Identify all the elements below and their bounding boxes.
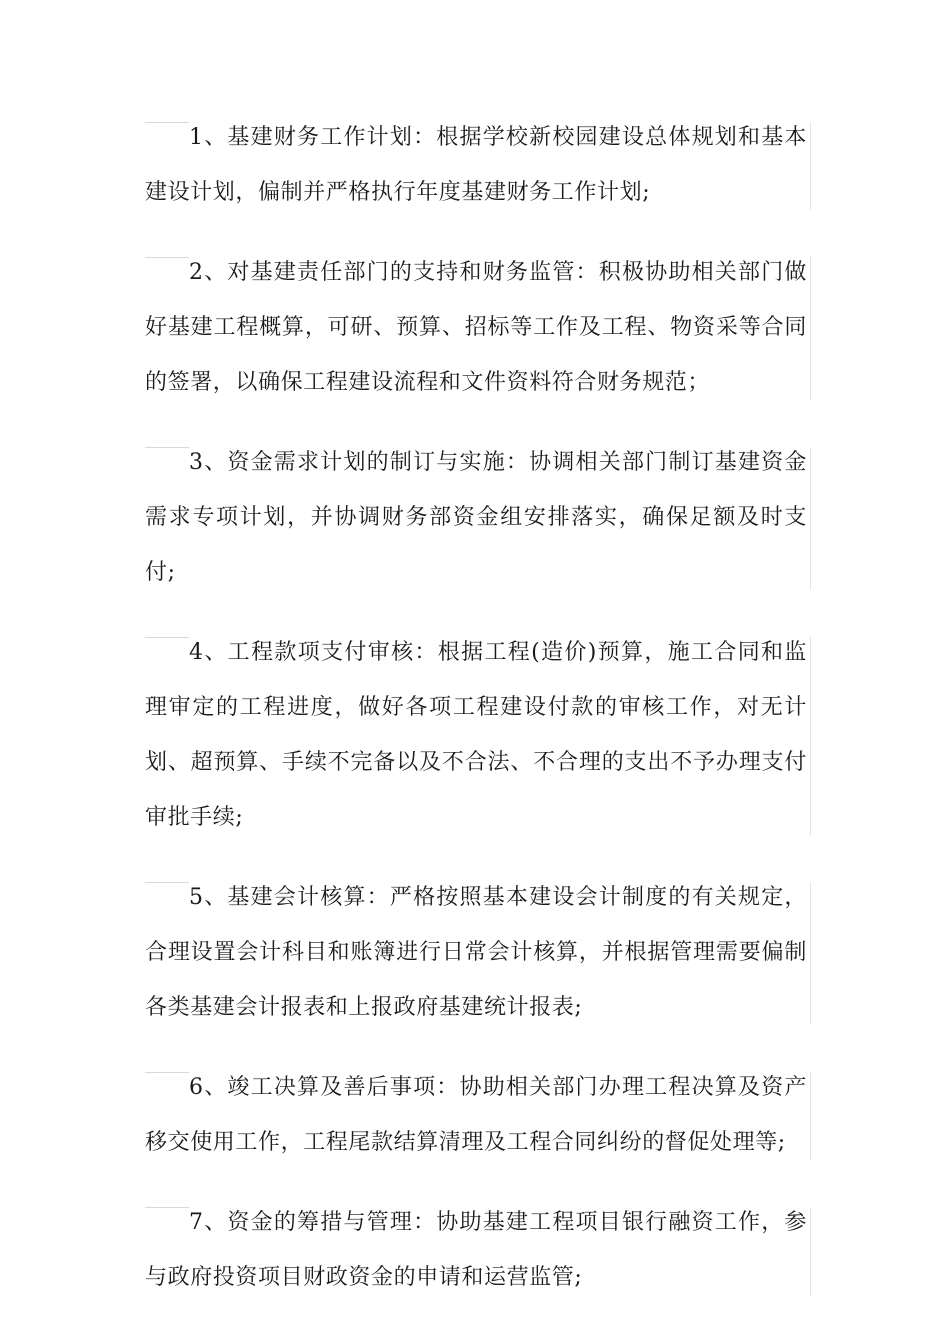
paragraph-4: 4、工程款项支付审核：根据工程(造价)预算，施工合同和监理审定的工程进度，做好各项工程建设付款的审核工作，对无计划、超预算、手续不完备以及不合法、不合理的支出不予办理支付审批手续; [145, 625, 807, 845]
paragraph-7: 7、资金的筹措与管理：协助基建工程项目银行融资工作，参与政府投资项目财政资金的申请和运营监管; [145, 1195, 807, 1305]
document-body [145, 110, 807, 1330]
paragraph-1: 1、基建财务工作计划：根据学校新校园建设总体规划和基本建设计划，偏制并严格执行年度基建财务工作计划; [145, 110, 807, 220]
paragraph-6: 6、竣工决算及善后事项：协助相关部门办理工程决算及资产移交使用工作，工程尾款结算清理及工程合同纠纷的督促处理等; [145, 1060, 807, 1170]
paragraph-5: 5、基建会计核算：严格按照基本建设会计制度的有关规定，合理设置会计科目和账簿进行日常会计核算，并根据管理需要偏制各类基建会计报表和上报政府基建统计报表; [145, 870, 807, 1035]
paragraph-2: 2、对基建责任部门的支持和财务监管：积极协助相关部门做好基建工程概算，可研、预算、招标等工作及工程、物资采等合同的签署，以确保工程建设流程和文件资料符合财务规范； [145, 245, 807, 410]
paragraph-3: 3、资金需求计划的制订与实施：协调相关部门制订基建资金需求专项计划，并协调财务部资金组安排落实，确保足额及时支付; [145, 435, 807, 600]
